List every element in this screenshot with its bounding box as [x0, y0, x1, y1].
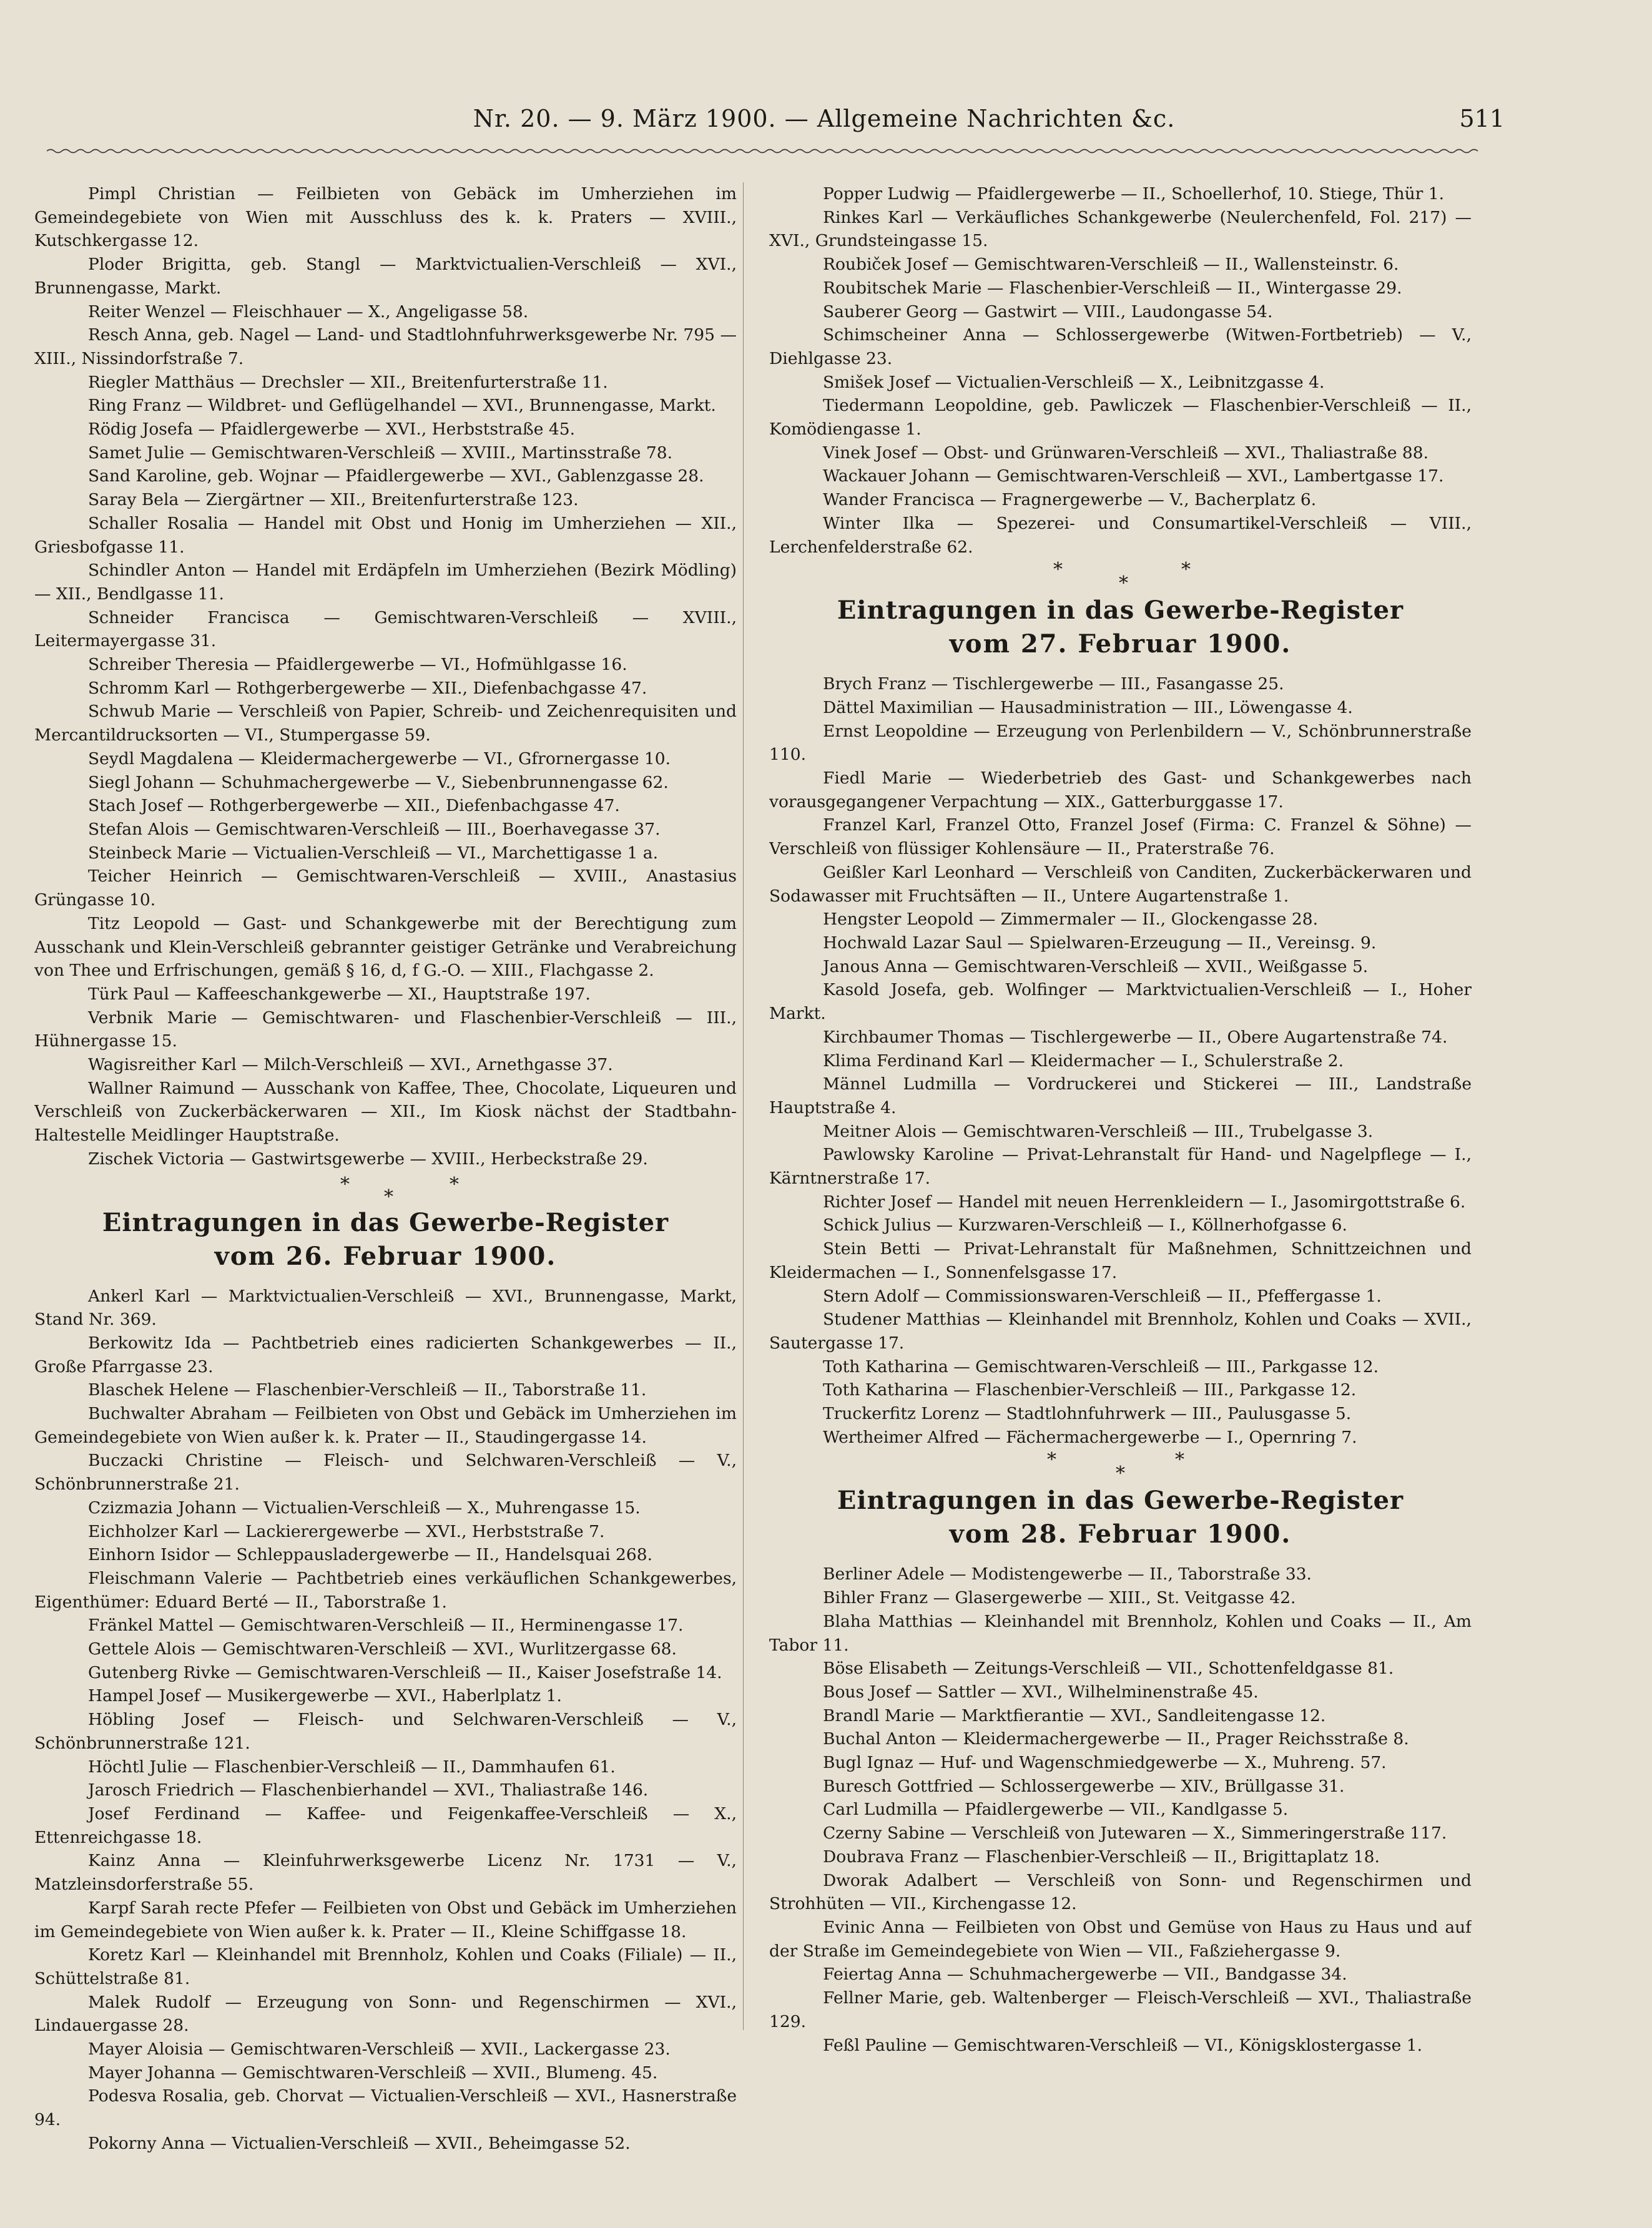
register-entry: Stach Josef — Rothgerbergewerbe — XII., Diefenbachgasse 47.	[88, 796, 620, 816]
section-title-28: Eintragungen in das Gewerbe-Register	[837, 1486, 1404, 1516]
register-entry: Riegler Matthäus — Drechsler — XII., Breitenfurterstraße 11.	[88, 372, 608, 392]
register-entry: Schromm Karl — Rothgerbergewerbe — XII., Diefenbachgasse 47.	[88, 678, 647, 698]
register-entry: Gettele Alois — Gemischtwaren-Verschleiß — XVI., Wurlitzergasse 68.	[88, 1639, 677, 1659]
section-title-26: Eintragungen in das Gewerbe-Register	[102, 1207, 669, 1237]
register-entry: Carl Ludmilla — Pfaidlergewerbe — VII., Kandlgasse 5.	[823, 1800, 1289, 1820]
register-entry: Rinkes Karl — Verkäufliches Schankgewerbe (Neulerchenfeld, Fol. 217) — XVI., Grundsteingasse 15.	[769, 207, 1472, 251]
register-entry: Höchtl Julie — Flaschenbier-Verschleiß — II., Dammhaufen 61.	[88, 1757, 616, 1777]
register-entry: Hengster Leopold — Zimmermaler — II., Glockengasse 28.	[823, 910, 1319, 930]
right-entries-top	[769, 182, 1472, 559]
register-entry: Truckerfitz Lorenz — Stadtlohnfuhrwerk — III., Paulusgasse 5.	[823, 1404, 1352, 1424]
register-entry: Feiertag Anna — Schuhmachergewerbe — VII., Bandgasse 34.	[823, 1965, 1347, 1985]
register-entry: Zischek Victoria — Gastwirtsgewerbe — XVIII., Herbeckstraße 29.	[88, 1149, 648, 1169]
section-stars-28	[769, 1449, 1472, 1484]
register-entry: Sauberer Georg — Gastwirt — VIII., Laudongasse 54.	[823, 302, 1273, 321]
register-entry: Tiedermann Leopoldine, geb. Pawliczek — Flaschenbier-Verschleiß — II., Komödiengasse 1.	[769, 396, 1472, 439]
register-entry: Schneider Francisca — Gemischtwaren-Verschleiß — XVIII., Leitermayergasse 31.	[34, 607, 737, 651]
register-entry: Podesva Rosalia, geb. Chorvat — Victualien-Verschleiß — XVI., Hasnerstraße 94.	[34, 2086, 737, 2130]
register-entry: Böse Elisabeth — Zeitungs-Verschleiß — VII., Schottenfeldgasse 81.	[823, 1659, 1394, 1679]
register-entry: Wagisreither Karl — Milch-Verschleiß — XVI., Arnethgasse 37.	[88, 1055, 613, 1075]
register-entry: Titz Leopold — Gast- und Schankgewerbe mit der Berechtigung zum Ausschank und Klein-Verschleiß gebrannter geistiger Getränke und Verabreichung von Thee und Erfrischungen, gemäß § 16, d, f G.-O. — XIII., Flachgasse 2.	[34, 913, 737, 981]
register-entry: Gutenberg Rivke — Gemischtwaren-Verschleiß — II., Kaiser Josefstraße 14.	[88, 1662, 722, 1682]
register-entry: Saray Bela — Ziergärtner — XII., Breitenfurterstraße 123.	[88, 490, 579, 510]
register-entry: Toth Katharina — Gemischtwaren-Verschleiß — III., Parkgasse 12.	[823, 1357, 1379, 1377]
register-entry: Brych Franz — Tischlergewerbe — III., Fasangasse 25.	[823, 674, 1284, 694]
section-date-26: vom 26. Februar 1900.	[214, 1241, 557, 1271]
section-date-27: vom 27. Februar 1900.	[949, 629, 1292, 659]
column-divider	[743, 182, 744, 2030]
register-entry: Schimscheiner Anna — Schlossergewerbe (Witwen-Fortbetrieb) — V., Diehlgasse 23.	[769, 325, 1472, 368]
register-entry: Pawlowsky Karoline — Privat-Lehranstalt für Hand- und Nagelpflege — I., Kärntnerstraße 17.	[769, 1145, 1472, 1189]
register-entry: Pokorny Anna — Victualien-Verschleiß — XVII., Beheimgasse 52.	[88, 2133, 631, 2153]
page-number: 511	[1459, 105, 1505, 132]
register-entry: Männel Ludmilla — Vordruckerei und Stickerei — III., Landstraße Hauptstraße 4.	[769, 1074, 1472, 1117]
register-entry: Buczacki Christine — Fleisch- und Selchwaren-Verschleiß — V., Schönbrunnerstraße 21.	[34, 1451, 737, 1494]
register-entry: Klima Ferdinand Karl — Kleidermacher — I., Schulerstraße 2.	[823, 1051, 1344, 1071]
register-entry: Resch Anna, geb. Nagel — Land- und Stadtlohnfuhrwerksgewerbe Nr. 795 — XIII., Nissindorfstraße 7.	[34, 325, 737, 368]
register-entry: Popper Ludwig — Pfaidlergewerbe — II., Schoellerhof, 10. Stiege, Thür 1.	[823, 184, 1445, 204]
section-entries-27	[769, 672, 1472, 1449]
register-entry: Fränkel Mattel — Gemischtwaren-Verschleiß — II., Herminengasse 17.	[88, 1616, 684, 1636]
register-entry: Samet Julie — Gemischtwaren-Verschleiß — XVIII., Martinsstraße 78.	[88, 443, 673, 463]
register-entry: Berliner Adele — Modistengewerbe — II., Taborstraße 33.	[823, 1564, 1312, 1584]
section-date-28: vom 28. Februar 1900.	[949, 1519, 1292, 1549]
section-entries-26	[34, 1285, 737, 2156]
star-3: *	[1181, 559, 1191, 581]
register-entry: Fleischmann Valerie — Pachtbetrieb eines verkäuflichen Schankgewerbes, Eigenthümer: Eduard Berté — II., Taborstraße 1.	[34, 1568, 737, 1612]
register-entry: Meitner Alois — Gemischtwaren-Verschleiß — III., Trubelgasse 3.	[823, 1121, 1374, 1141]
register-entry: Blaha Matthias — Kleinhandel mit Brennholz, Kohlen und Coaks — II., Am Tabor 11.	[769, 1611, 1472, 1655]
header-rule	[47, 147, 1483, 155]
register-entry: Einhorn Isidor — Schleppausladergewerbe — II., Handelsquai 268.	[88, 1545, 653, 1565]
register-entry: Fiedl Marie — Wiederbetrieb des Gast- und Schankgewerbes nach vorausgegangener Verpachtung — XIX., Gatterburggasse 17.	[769, 768, 1472, 812]
register-entry: Buresch Gottfried — Schlossergewerbe — XIV., Brüllgasse 31.	[823, 1776, 1345, 1796]
register-entry: Mayer Aloisia — Gemischtwaren-Verschleiß — XVII., Lackergasse 23.	[88, 2039, 671, 2059]
register-entry: Doubrava Franz — Flaschenbier-Verschleiß — II., Brigittaplatz 18.	[823, 1847, 1380, 1867]
left-entries-top	[34, 182, 737, 1171]
star-3: *	[1175, 1449, 1184, 1471]
register-entry: Kasold Josefa, geb. Wolfinger — Marktvictualien-Verschleiß — I., Hoher Markt.	[769, 980, 1472, 1024]
register-entry: Eichholzer Karl — Lackierergewerbe — XVI., Herbststraße 7.	[88, 1521, 605, 1541]
register-entry: Teicher Heinrich — Gemischtwaren-Verschleiß — XVIII., Anastasius Grüngasse 10.	[34, 866, 737, 910]
register-entry: Dättel Maximilian — Hausadministration — III., Löwengasse 4.	[823, 697, 1353, 717]
register-entry: Wallner Raimund — Ausschank von Kaffee, Thee, Chocolate, Liqueuren und Verschleiß von Zuckerbäckerwaren — XII., Im Kiosk nächst der Stadtbahn-Haltestelle Meidlinger Hauptstraße.	[34, 1078, 737, 1146]
register-entry: Ring Franz — Wildbret- und Geflügelhandel — XVI., Brunnengasse, Markt.	[88, 396, 716, 416]
register-entry: Roubitschek Marie — Flaschenbier-Verschleiß — II., Wintergasse 29.	[823, 278, 1402, 298]
register-entry: Schaller Rosalia — Handel mit Obst und Honig im Umherziehen — XII., Griesbofgasse 11.	[34, 513, 737, 557]
register-entry: Vinek Josef — Obst- und Grünwaren-Verschleiß — XVI., Thaliastraße 88.	[823, 443, 1429, 463]
star-3: *	[450, 1173, 459, 1195]
register-entry: Berkowitz Ida — Pachtbetrieb eines radicierten Schankgewerbes — II., Große Pfarrgasse 23.	[34, 1333, 737, 1377]
register-entry: Schick Julius — Kurzwaren-Verschleiß — I., Köllnerhofgasse 6.	[823, 1215, 1347, 1235]
register-entry: Hampel Josef — Musikergewerbe — XVI., Haberlplatz 1.	[88, 1686, 562, 1706]
register-entry: Reiter Wenzel — Fleischhauer — X., Angeligasse 58.	[88, 302, 529, 321]
register-entry: Höbling Josef — Fleisch- und Selchwaren-Verschleiß — V., Schönbrunnerstraße 121.	[34, 1710, 737, 1753]
register-entry: Ankerl Karl — Marktvictualien-Verschleiß — XVI., Brunnengasse, Markt, Stand Nr. 369.	[34, 1286, 737, 1330]
register-entry: Stern Adolf — Commissionswaren-Verschleiß — II., Pfeffergasse 1.	[823, 1286, 1382, 1306]
register-entry: Blaschek Helene — Flaschenbier-Verschleiß — II., Taborstraße 11.	[88, 1380, 647, 1400]
register-entry: Kainz Anna — Kleinfuhrwerksgewerbe Licenz Nr. 1731 — V., Matzleinsdorferstraße 55.	[34, 1851, 737, 1895]
star-2: *	[1116, 1463, 1125, 1485]
register-entry: Schwub Marie — Verschleiß von Papier, Schreib- und Zeichenrequisiten und Mercantildrucksorten — VI., Stumpergasse 59.	[34, 702, 737, 745]
register-entry: Bous Josef — Sattler — XVI., Wilhelminenstraße 45.	[823, 1682, 1259, 1702]
register-entry: Rödig Josefa — Pfaidlergewerbe — XVI., Herbststraße 45.	[88, 420, 576, 439]
register-entry: Pimpl Christian — Feilbieten von Gebäck im Umherziehen im Gemeindegebiete von Wien mit Ausschluss des k. k. Praters — XVIII., Kutschkergasse 12.	[34, 184, 737, 251]
register-entry: Stefan Alois — Gemischtwaren-Verschleiß — III., Boerhavegasse 37.	[88, 819, 661, 839]
register-entry: Steinbeck Marie — Victualien-Verschleiß — VI., Marchettigasse 1 a.	[88, 843, 658, 863]
register-entry: Siegl Johann — Schuhmachergewerbe — V., Siebenbrunnengasse 62.	[88, 772, 669, 792]
register-entry: Dworak Adalbert — Verschleiß von Sonn- und Regenschirmen und Strohhüten — VII., Kirchengasse 12.	[769, 1870, 1472, 1914]
register-entry: Janous Anna — Gemischtwaren-Verschleiß — XVII., Weißgasse 5.	[823, 956, 1369, 976]
register-entry: Malek Rudolf — Erzeugung von Sonn- und Regenschirmen — XVI., Lindauergasse 28.	[34, 1992, 737, 2036]
register-entry: Studener Matthias — Kleinhandel mit Brennholz, Kohlen und Coaks — XVII., Sautergasse 17.	[769, 1310, 1472, 1353]
register-entry: Wackauer Johann — Gemischtwaren-Verschleiß — XVI., Lambertgasse 17.	[823, 466, 1444, 486]
register-entry: Buchal Anton — Kleidermachergewerbe — II., Prager Reichsstraße 8.	[823, 1729, 1409, 1749]
register-entry: Sand Karoline, geb. Wojnar — Pfaidlergewerbe — XVI., Gablenzgasse 28.	[88, 466, 704, 486]
register-entry: Bihler Franz — Glasergewerbe — XIII., St. Veitgasse 42.	[823, 1588, 1296, 1608]
header-title: Nr. 20. — 9. März 1900. — Allgemeine Nachrichten &c.	[473, 105, 1176, 132]
register-entry: Ernst Leopoldine — Erzeugung von Perlenbildern — V., Schönbrunnerstraße 110.	[769, 721, 1472, 765]
register-entry: Mayer Johanna — Gemischtwaren-Verschleiß — XVII., Blumeng. 45.	[88, 2063, 658, 2083]
register-entry: Kirchbaumer Thomas — Tischlergewerbe — II., Obere Augartenstraße 74.	[823, 1027, 1448, 1047]
register-entry: Schindler Anton — Handel mit Erdäpfeln im Umherziehen (Bezirk Mödling) — XII., Bendlgasse 11.	[34, 561, 737, 604]
register-entry: Richter Josef — Handel mit neuen Herrenkleidern — I., Jasomirgottstraße 6.	[823, 1192, 1466, 1212]
register-entry: Stein Betti — Privat-Lehranstalt für Maßnehmen, Schnittzeichnen und Kleidermachen — I., Sonnenfelsgasse 17.	[769, 1239, 1472, 1282]
star-1: *	[1047, 1449, 1056, 1471]
right-column	[769, 182, 1472, 2057]
register-entry: Winter Ilka — Spezerei- und Consumartikel-Verschleiß — VIII., Lerchenfelderstraße 62.	[769, 513, 1472, 557]
register-entry: Jarosch Friedrich — Flaschenbierhandel — XVI., Thaliastraße 146.	[88, 1780, 649, 1800]
star-1: *	[1053, 559, 1063, 581]
register-entry: Schreiber Theresia — Pfaidlergewerbe — VI., Hofmühlgasse 16.	[88, 655, 627, 675]
register-entry: Czerny Sabine — Verschleiß von Jutewaren — X., Simmeringerstraße 117.	[823, 1823, 1447, 1843]
register-entry: Brandl Marie — Marktfierantie — XVI., Sandleitengasse 12.	[823, 1705, 1326, 1725]
star-1: *	[340, 1173, 350, 1195]
register-entry: Bugl Ignaz — Huf- und Wagenschmiedgewerbe — X., Muhreng. 57.	[823, 1753, 1387, 1773]
register-entry: Evinic Anna — Feilbieten von Obst und Gemüse von Haus zu Haus und auf der Straße im Gemeindegebiete von Wien — VII., Faßziehergasse 9.	[769, 1918, 1472, 1961]
section-stars-26	[34, 1171, 737, 1206]
register-entry: Seydl Magdalena — Kleidermachergewerbe — VI., Gfrornergasse 10.	[88, 748, 671, 768]
register-entry: Hochwald Lazar Saul — Spielwaren-Erzeugung — II., Vereinsg. 9.	[823, 933, 1377, 953]
register-entry: Wander Francisca — Fragnergewerbe — V., Bacherplatz 6.	[823, 490, 1317, 510]
star-2: *	[384, 1185, 393, 1208]
section-title-27: Eintragungen in das Gewerbe-Register	[837, 596, 1404, 626]
register-entry: Ploder Brigitta, geb. Stangl — Marktvictualien-Verschleiß — XVI., Brunnengasse, Markt.	[34, 255, 737, 298]
left-column	[34, 182, 737, 2156]
register-entry: Verbnik Marie — Gemischtwaren- und Flaschenbier-Verschleiß — III., Hühnergasse 15.	[34, 1008, 737, 1051]
register-entry: Buchwalter Abraham — Feilbieten von Obst und Gebäck im Umherziehen im Gemeindegebiete von Wien außer k. k. Prater — II., Staudingergasse 14.	[34, 1404, 737, 1447]
section-stars-27	[769, 559, 1472, 594]
register-entry: Türk Paul — Kaffeeschankgewerbe — XI., Hauptstraße 197.	[88, 984, 591, 1004]
star-2: *	[1119, 572, 1128, 595]
register-entry: Koretz Karl — Kleinhandel mit Brennholz, Kohlen und Coaks (Filiale) — II., Schüttelstraße 81.	[34, 1945, 737, 1988]
register-entry: Josef Ferdinand — Kaffee- und Feigenkaffee-Verschleiß — X., Ettenreichgasse 18.	[34, 1804, 737, 1847]
register-entry: Feßl Pauline — Gemischtwaren-Verschleiß — VI., Königsklostergasse 1.	[823, 2035, 1423, 2055]
register-entry: Wertheimer Alfred — Fächermachergewerbe — I., Opernring 7.	[823, 1427, 1357, 1447]
register-entry: Karpf Sarah recte Pfefer — Feilbieten von Obst und Gebäck im Umherziehen im Gemeindegebiete von Wien außer k. k. Prater — II., Kleine Schiffgasse 18.	[34, 1898, 737, 1941]
page-header	[0, 105, 1652, 142]
register-entry: Toth Katharina — Flaschenbier-Verschleiß — III., Parkgasse 12.	[823, 1380, 1357, 1400]
section-entries-28	[769, 1563, 1472, 2057]
register-entry: Franzel Karl, Franzel Otto, Franzel Josef (Firma: C. Franzel & Söhne) — Verschleiß von flüssiger Kohlensäure — II., Praterstraße 76.	[769, 815, 1472, 859]
register-entry: Geißler Karl Leonhard — Verschleiß von Canditen, Zuckerbäckerwaren und Sodawasser mit Fruchtsäften — II., Untere Augartenstraße 1.	[769, 862, 1472, 906]
register-entry: Fellner Marie, geb. Waltenberger — Fleisch-Verschleiß — XVI., Thaliastraße 129.	[769, 1988, 1472, 2031]
register-entry: Smišek Josef — Victualien-Verschleiß — X., Leibnitzgasse 4.	[823, 372, 1325, 392]
register-entry: Roubiček Josef — Gemischtwaren-Verschleiß — II., Wallensteinstr. 6.	[823, 255, 1399, 275]
register-entry: Czizmazia Johann — Victualien-Verschleiß — X., Muhrengasse 15.	[88, 1498, 641, 1518]
